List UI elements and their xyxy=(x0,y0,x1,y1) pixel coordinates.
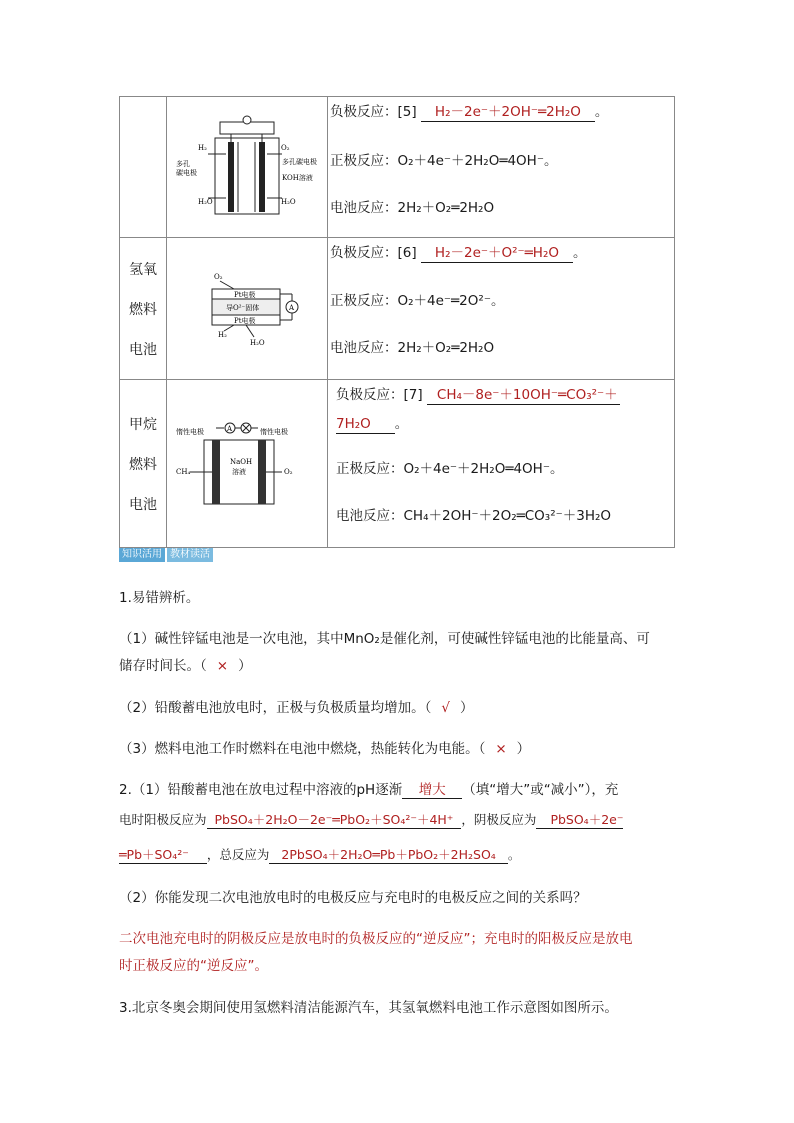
q2-answer-line-2: 时正极反应的“逆反应”。 xyxy=(119,958,268,974)
q1-a-close: ） xyxy=(238,658,252,674)
row2-reaction-cell: 负极反应：[6] H₂－2e⁻＋O²⁻═H₂O 。 正极反应：O₂＋4e⁻═2O²⁻。 电池反应：2H₂＋O₂═2H₂O xyxy=(328,238,675,380)
h2-label: H₂ xyxy=(218,330,227,339)
o2-label: O₂ xyxy=(284,467,293,476)
battery-table xyxy=(119,96,675,548)
pt-electrode-top: Pt电极 xyxy=(234,290,256,299)
row2-negative-label: 负极反应：[6] xyxy=(330,245,417,261)
row3-diagram-cell xyxy=(167,380,328,548)
q1-a-mark: × xyxy=(216,658,229,674)
row2-label-3: 电池 xyxy=(129,341,157,358)
ch4-label: CH₄ xyxy=(176,467,191,476)
q2-l1-tail: （填“增大”或“减小”），充 xyxy=(462,782,619,798)
naoh-label: NaOH xyxy=(230,457,253,466)
row1-reaction-cell: 负极反应：[5] H₂－2e⁻＋2OH⁻═2H₂O 。 正极反应：O₂＋4e⁻＋2H₂O═4OH⁻。 电池反应：2H₂＋O₂═2H₂O xyxy=(328,97,675,238)
porous-label: 多孔 xyxy=(176,160,190,168)
row3-positive-reaction: 正极反应：O₂＋4e⁻＋2H₂O═4OH⁻。 xyxy=(336,461,564,477)
row1-label-cell xyxy=(120,97,167,238)
q2-l2-answer-2: PbSO₄＋2e⁻ xyxy=(536,810,623,829)
row2-cell-reaction: 电池反应：2H₂＋O₂═2H₂O xyxy=(330,340,495,356)
h2o-label: H₂O xyxy=(250,338,265,347)
row2-label-1: 氢氧 xyxy=(129,261,157,278)
q2-line-1 xyxy=(119,778,618,799)
q1-c-mark: × xyxy=(495,741,507,757)
solid-electrolyte-label: 导O²⁻固体 xyxy=(226,303,260,312)
inert-electrode-left: 惰性电极 xyxy=(176,427,204,436)
q2-l1-text: 2.（1）铅酸蓄电池在放电过程中溶液的pH逐渐 xyxy=(119,782,403,798)
q1-statement-1: （1）碱性锌锰电池是一次电池，其中MnO₂是催化剂，可使碱性锌锰电池的比能量高、可 xyxy=(119,631,650,647)
q2-question-2: （2）你能发现二次电池放电时的电极反应与充电时的电极反应之间的关系吗？ xyxy=(119,890,587,906)
solution-label: 溶液 xyxy=(232,467,246,476)
row3-reaction-cell: 负极反应：[7] CH₄－8e⁻＋10OH⁻═CO₃²⁻＋ 7H₂O 。 正极反应：O₂＋4e⁻＋2H₂O═4OH⁻。 电池反应：CH₄＋2OH⁻＋2O₂═CO₃²⁻＋3H₂O xyxy=(328,380,675,548)
q1-statement-1-cont xyxy=(119,654,252,674)
row3-negative-answer-2: 7H₂O xyxy=(336,415,395,434)
h2-inlet-label: H₂ xyxy=(198,144,207,152)
row3-label-3: 电池 xyxy=(129,496,157,513)
q1-statement-3 xyxy=(119,737,530,757)
q1-title: 1.易错辨析。 xyxy=(119,590,200,606)
q1-a-text: 储存时间长。（ xyxy=(119,658,207,674)
o2-inlet-label: O₂ xyxy=(281,144,290,152)
row3-negative-answer-1: CH₄－8e⁻＋10OH⁻═CO₃²⁻＋ xyxy=(427,386,620,405)
row3-label-2: 燃料 xyxy=(129,456,157,473)
row1-cell-reaction: 电池反应：2H₂＋O₂═2H₂O xyxy=(330,200,495,216)
alkaline-fuel-cell-diagram xyxy=(168,112,326,222)
pt-electrode-bottom: Pt电极 xyxy=(234,316,256,325)
koh-label: KOH溶液 xyxy=(282,174,313,182)
ammeter-label: A xyxy=(289,303,295,312)
q2-l3-text: ，总反应为 xyxy=(206,847,270,862)
row1-negative-label: 负极反应：[5] xyxy=(330,104,417,120)
q1-b-text: （2）铅酸蓄电池放电时，正极与负极质量均增加。（ xyxy=(119,700,432,716)
row3-cell-reaction: 电池反应：CH₄＋2OH⁻＋2O₂═CO₃²⁻＋3H₂O xyxy=(336,508,612,524)
o2-label: O₂ xyxy=(214,272,223,281)
q3-text: 3.北京冬奥会期间使用氢燃料清洁能源汽车，其氢氧燃料电池工作示意图如图所示。 xyxy=(119,1000,618,1016)
h2o-left-label: H₂O xyxy=(198,198,213,206)
ammeter-label: A xyxy=(227,424,233,433)
q1-b-close: ） xyxy=(459,700,474,716)
q2-l3-end: 。 xyxy=(507,847,521,862)
section-tag xyxy=(119,548,213,562)
h2o-right-label: H₂O xyxy=(281,198,296,206)
q1-c-close: ） xyxy=(516,741,531,757)
q2-answer-line-1: 二次电池充电时的阴极反应是放电时的负极反应的“逆反应”；充电时的阳极反应是放电 xyxy=(119,931,633,947)
q2-l1-answer: 增大 xyxy=(402,778,462,799)
q2-l3-answer-2: 2PbSO₄＋2H₂O═Pb＋PbO₂＋2H₂SO₄ xyxy=(269,845,507,864)
electrode-label-right: 多孔碳电极 xyxy=(282,158,317,166)
q2-l2-text: 电时阳极反应为 xyxy=(119,812,207,827)
q2-l2-answer: PbSO₄＋2H₂O－2e⁻═PbO₂＋SO₄²⁻＋4H⁺ xyxy=(207,810,462,829)
row2-diagram-cell xyxy=(167,238,328,380)
q1-statement-2 xyxy=(119,696,473,716)
row3-label-1: 甲烷 xyxy=(129,416,157,433)
row3-negative-label: 负极反应：[7] xyxy=(336,387,423,403)
q2-l3-answer: ═Pb＋SO₄²⁻ xyxy=(119,845,207,864)
row3-label-cell xyxy=(120,380,167,548)
row2-label-2: 燃料 xyxy=(129,301,157,318)
tag-knowledge: 知识活用 xyxy=(119,548,165,562)
solid-oxide-fuel-cell-diagram xyxy=(168,269,326,349)
row1-diagram-cell xyxy=(167,97,328,238)
tag-textbook: 教材读活 xyxy=(167,548,213,562)
q2-line-2 xyxy=(119,810,623,829)
carbon-electrode-label: 碳电极 xyxy=(176,169,197,177)
inert-electrode-right: 惰性电极 xyxy=(260,427,288,436)
row2-positive-reaction: 正极反应：O₂＋4e⁻═2O²⁻。 xyxy=(330,293,505,309)
q1-b-mark: √ xyxy=(441,700,450,716)
row2-label-cell xyxy=(120,238,167,380)
row1-positive-reaction: 正极反应：O₂＋4e⁻＋2H₂O═4OH⁻。 xyxy=(330,153,558,169)
q2-line-3 xyxy=(119,845,520,864)
row2-negative-answer: H₂－2e⁻＋O²⁻═H₂O xyxy=(421,244,573,263)
q1-c-text: （3）燃料电池工作时燃料在电池中燃烧，热能转化为电能。（ xyxy=(119,741,486,757)
methane-fuel-cell-diagram xyxy=(168,414,326,514)
row1-negative-answer: H₂－2e⁻＋2OH⁻═2H₂O xyxy=(421,103,595,122)
q2-l2-mid: ，阴极反应为 xyxy=(461,812,537,827)
